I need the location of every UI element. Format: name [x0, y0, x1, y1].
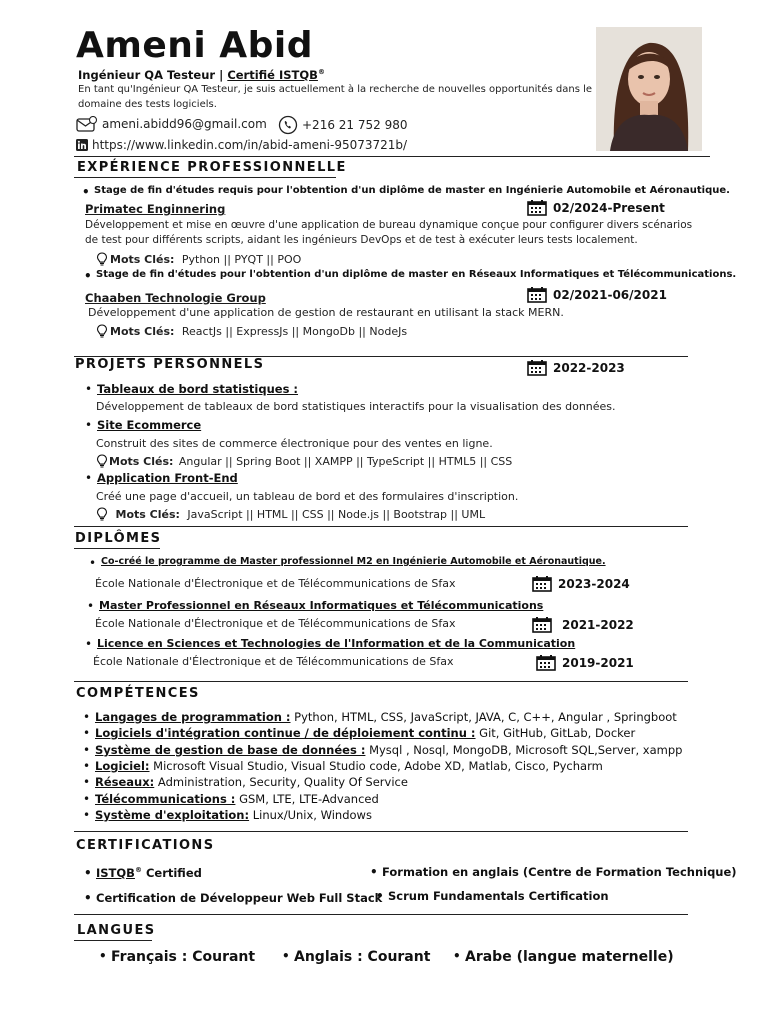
- project-2-title: [97, 418, 201, 432]
- skill-label: Système de gestion de base de données :: [95, 743, 366, 757]
- project-1-title: [97, 382, 298, 396]
- projects-heading: PROJETS PERSONNELS: [75, 357, 265, 372]
- diploma-2-title-text: Master Professionnel en Réseaux Informatiques et Télécommunications: [99, 599, 544, 612]
- project-1-description: Développement de tableaux de bord statistiques interactifs pour la visualisation des données.: [96, 400, 616, 413]
- project-3-title: [97, 471, 238, 485]
- cert-english: • Formation en anglais (Centre de Formation Technique): [382, 865, 737, 879]
- job-1-date-text: 02/2024-Present: [553, 201, 665, 215]
- skill-row: [95, 775, 408, 789]
- section-divider: [74, 681, 688, 682]
- skill-row: [95, 726, 635, 740]
- project-3-keywords-label: Mots Clés:: [115, 507, 180, 521]
- project-2-keywords-label: Mots Clés:: [109, 454, 174, 468]
- skill-label: Logiciel:: [95, 759, 150, 773]
- linkedin-icon: [76, 139, 88, 151]
- job-2-intro: • Stage de fin d'études pour l'obtention d'un diplôme de master en Réseaux Informatiques et Télécommunications.: [96, 269, 736, 280]
- job-2-keywords: [96, 324, 407, 338]
- calendar-icon: [527, 287, 547, 303]
- certifications-heading: CERTIFICATIONS: [76, 838, 215, 853]
- section-divider: [74, 526, 688, 527]
- registered-mark: ®: [317, 68, 325, 77]
- job-1-description: Développement et mise en œuvre d'une application de bureau dynamique conçue pour configurer divers scénarios de test pour différents scripts, aidant les ingénieurs DevOps et de test à exécuter leurs tests localement.: [85, 219, 693, 246]
- skill-row: [95, 759, 603, 773]
- diploma-1-date-text: 2023-2024: [558, 577, 630, 591]
- skill-row: [95, 808, 372, 822]
- skill-row: [95, 792, 379, 806]
- section-divider: [74, 831, 688, 832]
- email-text[interactable]: ameni.abidd96@gmail.com: [102, 117, 267, 131]
- projects-date-text: 2022-2023: [553, 361, 625, 375]
- skill-value: Git, GitHub, GitLab, Docker: [475, 726, 636, 740]
- linkedin-url[interactable]: https://www.linkedin.com/in/abid-ameni-95073721b/: [92, 138, 408, 152]
- project-2-title-text: Site Ecommerce: [97, 418, 202, 432]
- job-2-company: Chaaben Technologie Group: [85, 291, 266, 305]
- calendar-icon: [532, 576, 552, 592]
- projects-date: [527, 360, 625, 376]
- lightbulb-icon: [96, 252, 108, 266]
- section-divider: [74, 914, 688, 915]
- project-3-keywords: [96, 507, 485, 521]
- phone-icon: [278, 115, 298, 135]
- languages-heading: LANGUES: [77, 923, 156, 938]
- project-3-description: Créé une page d'accueil, un tableau de bord et des formulaires d'inscription.: [96, 490, 519, 503]
- job-1-company: Primatec Enginnering: [85, 202, 226, 216]
- job-2-keywords-list: ReactJs || ExpressJs || MongoDb || NodeJs: [181, 324, 408, 338]
- calendar-icon: [527, 200, 547, 216]
- skill-row: [95, 743, 682, 757]
- skill-label: Réseaux:: [95, 775, 155, 789]
- project-2-keywords-list: Angular || Spring Boot || XAMPP || TypeScript || HTML5 || CSS: [178, 454, 513, 468]
- istqb-cert-label: Certifié ISTQB: [227, 68, 318, 82]
- project-3-title-text: Application Front-End: [97, 471, 238, 485]
- skill-value: Administration, Security, Quality Of Service: [154, 775, 408, 789]
- skill-label: Système d'exploitation:: [95, 808, 250, 822]
- diploma-3-date-text: 2019-2021: [562, 656, 634, 670]
- diploma-1-school: École Nationale d'Électronique et de Télécommunications de Sfax: [95, 577, 456, 590]
- skill-label: Logiciels d'intégration continue / de déploiement continu :: [95, 726, 476, 740]
- project-2-keywords: [96, 454, 512, 468]
- skill-value: Linux/Unix, Windows: [249, 808, 372, 822]
- project-2-description: Construit des sites de commerce électronique pour des ventes en ligne.: [96, 437, 493, 450]
- job-1-date: [527, 200, 665, 216]
- cert-istqb: [96, 866, 202, 880]
- skill-label: Langages de programmation :: [95, 710, 291, 724]
- diploma-3-date: [536, 655, 634, 671]
- lightbulb-icon: [96, 507, 108, 521]
- job-1-intro: • Stage de fin d'études requis pour l'obtention d'un diplôme de master en Ingénierie Automobile et Aéronautique.: [94, 185, 730, 196]
- diploma-2-date-text: 2021-2022: [562, 618, 634, 632]
- job-1-keywords: [96, 252, 301, 266]
- calendar-icon: [532, 617, 552, 633]
- diploma-1-date: [532, 576, 630, 592]
- candidate-name: Ameni Abid: [76, 25, 314, 66]
- job-1-keywords-list: Python || PYQT || POO: [181, 252, 302, 266]
- skill-value: Microsoft Visual Studio, Visual Studio code, Adobe XD, Matlab, Cisco, Pycharm: [149, 759, 603, 773]
- job-1-keywords-label: Mots Clés:: [110, 252, 175, 266]
- job-2-date: [527, 287, 667, 303]
- cert-istqb-rest: Certified: [141, 866, 202, 880]
- skill-label: Télécommunications :: [95, 792, 236, 806]
- diploma-1-title-text: Co-créé le programme de Master professionnel M2 en Ingénierie Automobile et Aéronautique.: [101, 556, 606, 567]
- diplomas-heading: DIPLÔMES: [75, 531, 162, 546]
- experience-underline: [74, 177, 336, 178]
- job-title-prefix: Ingénieur QA Testeur |: [78, 68, 224, 82]
- email-icon: [76, 116, 98, 132]
- language-french: • Français : Courant: [111, 949, 255, 965]
- project-3-keywords-list: JavaScript || HTML || CSS || Node.js || Bootstrap || UML: [187, 507, 486, 521]
- skill-row: [95, 710, 677, 724]
- cert-fullstack: • Certification de Développeur Web Full Stack: [96, 891, 382, 905]
- project-1-title-text: Tableaux de bord statistiques :: [97, 382, 299, 396]
- diploma-3-school: École Nationale d'Électronique et de Télécommunications de Sfax: [93, 655, 454, 668]
- lightbulb-icon: [96, 454, 108, 468]
- job-title: [78, 68, 325, 82]
- diploma-1-title: [101, 556, 606, 567]
- email-contact[interactable]: [76, 116, 267, 132]
- experience-heading: EXPÉRIENCE PROFESSIONNELLE: [77, 160, 347, 175]
- language-english: • Anglais : Courant: [294, 949, 430, 965]
- skill-value: Mysql , Nosql, MongoDB, Microsoft SQL,Server, xampp: [365, 743, 683, 757]
- profile-photo: [596, 27, 702, 151]
- skill-value: Python, HTML, CSS, JavaScript, JAVA, C, C++, Angular , Springboot: [290, 710, 677, 724]
- linkedin-contact[interactable]: [76, 138, 407, 152]
- diploma-2-school: École Nationale d'Électronique et de Télécommunications de Sfax: [95, 617, 456, 630]
- lightbulb-icon: [96, 324, 108, 338]
- diploma-2-title: [99, 599, 543, 612]
- job-2-keywords-label: Mots Clés:: [110, 324, 175, 338]
- header-divider: [74, 156, 710, 157]
- calendar-icon: [527, 360, 547, 376]
- profile-summary: En tant qu'Ingénieur QA Testeur, je suis actuellement à la recherche de nouvelles opportunités dans le domaine des tests logiciels.: [78, 84, 593, 110]
- diploma-2-date: [532, 617, 634, 633]
- diplomas-underline: [74, 548, 160, 549]
- job-2-date-text: 02/2021-06/2021: [553, 288, 667, 302]
- skills-heading: COMPÉTENCES: [76, 686, 200, 701]
- cert-registered-mark: ®: [134, 866, 142, 875]
- calendar-icon: [536, 655, 556, 671]
- diploma-3-title: [97, 637, 575, 650]
- cert-scrum: • Scrum Fundamentals Certification: [388, 889, 609, 903]
- language-arabic: • Arabe (langue maternelle): [465, 949, 674, 965]
- job-2-description: Développement d'une application de gestion de restaurant en utilisant la stack MERN.: [88, 306, 564, 319]
- languages-underline: [74, 940, 152, 941]
- diploma-3-title-text: Licence en Sciences et Technologies de l'Information et de la Communication: [97, 637, 576, 650]
- skill-value: GSM, LTE, LTE-Advanced: [235, 792, 379, 806]
- cert-istqb-name: ISTQB: [96, 866, 135, 880]
- phone-contact[interactable]: [278, 115, 407, 135]
- phone-text[interactable]: +216 21 752 980: [302, 118, 408, 132]
